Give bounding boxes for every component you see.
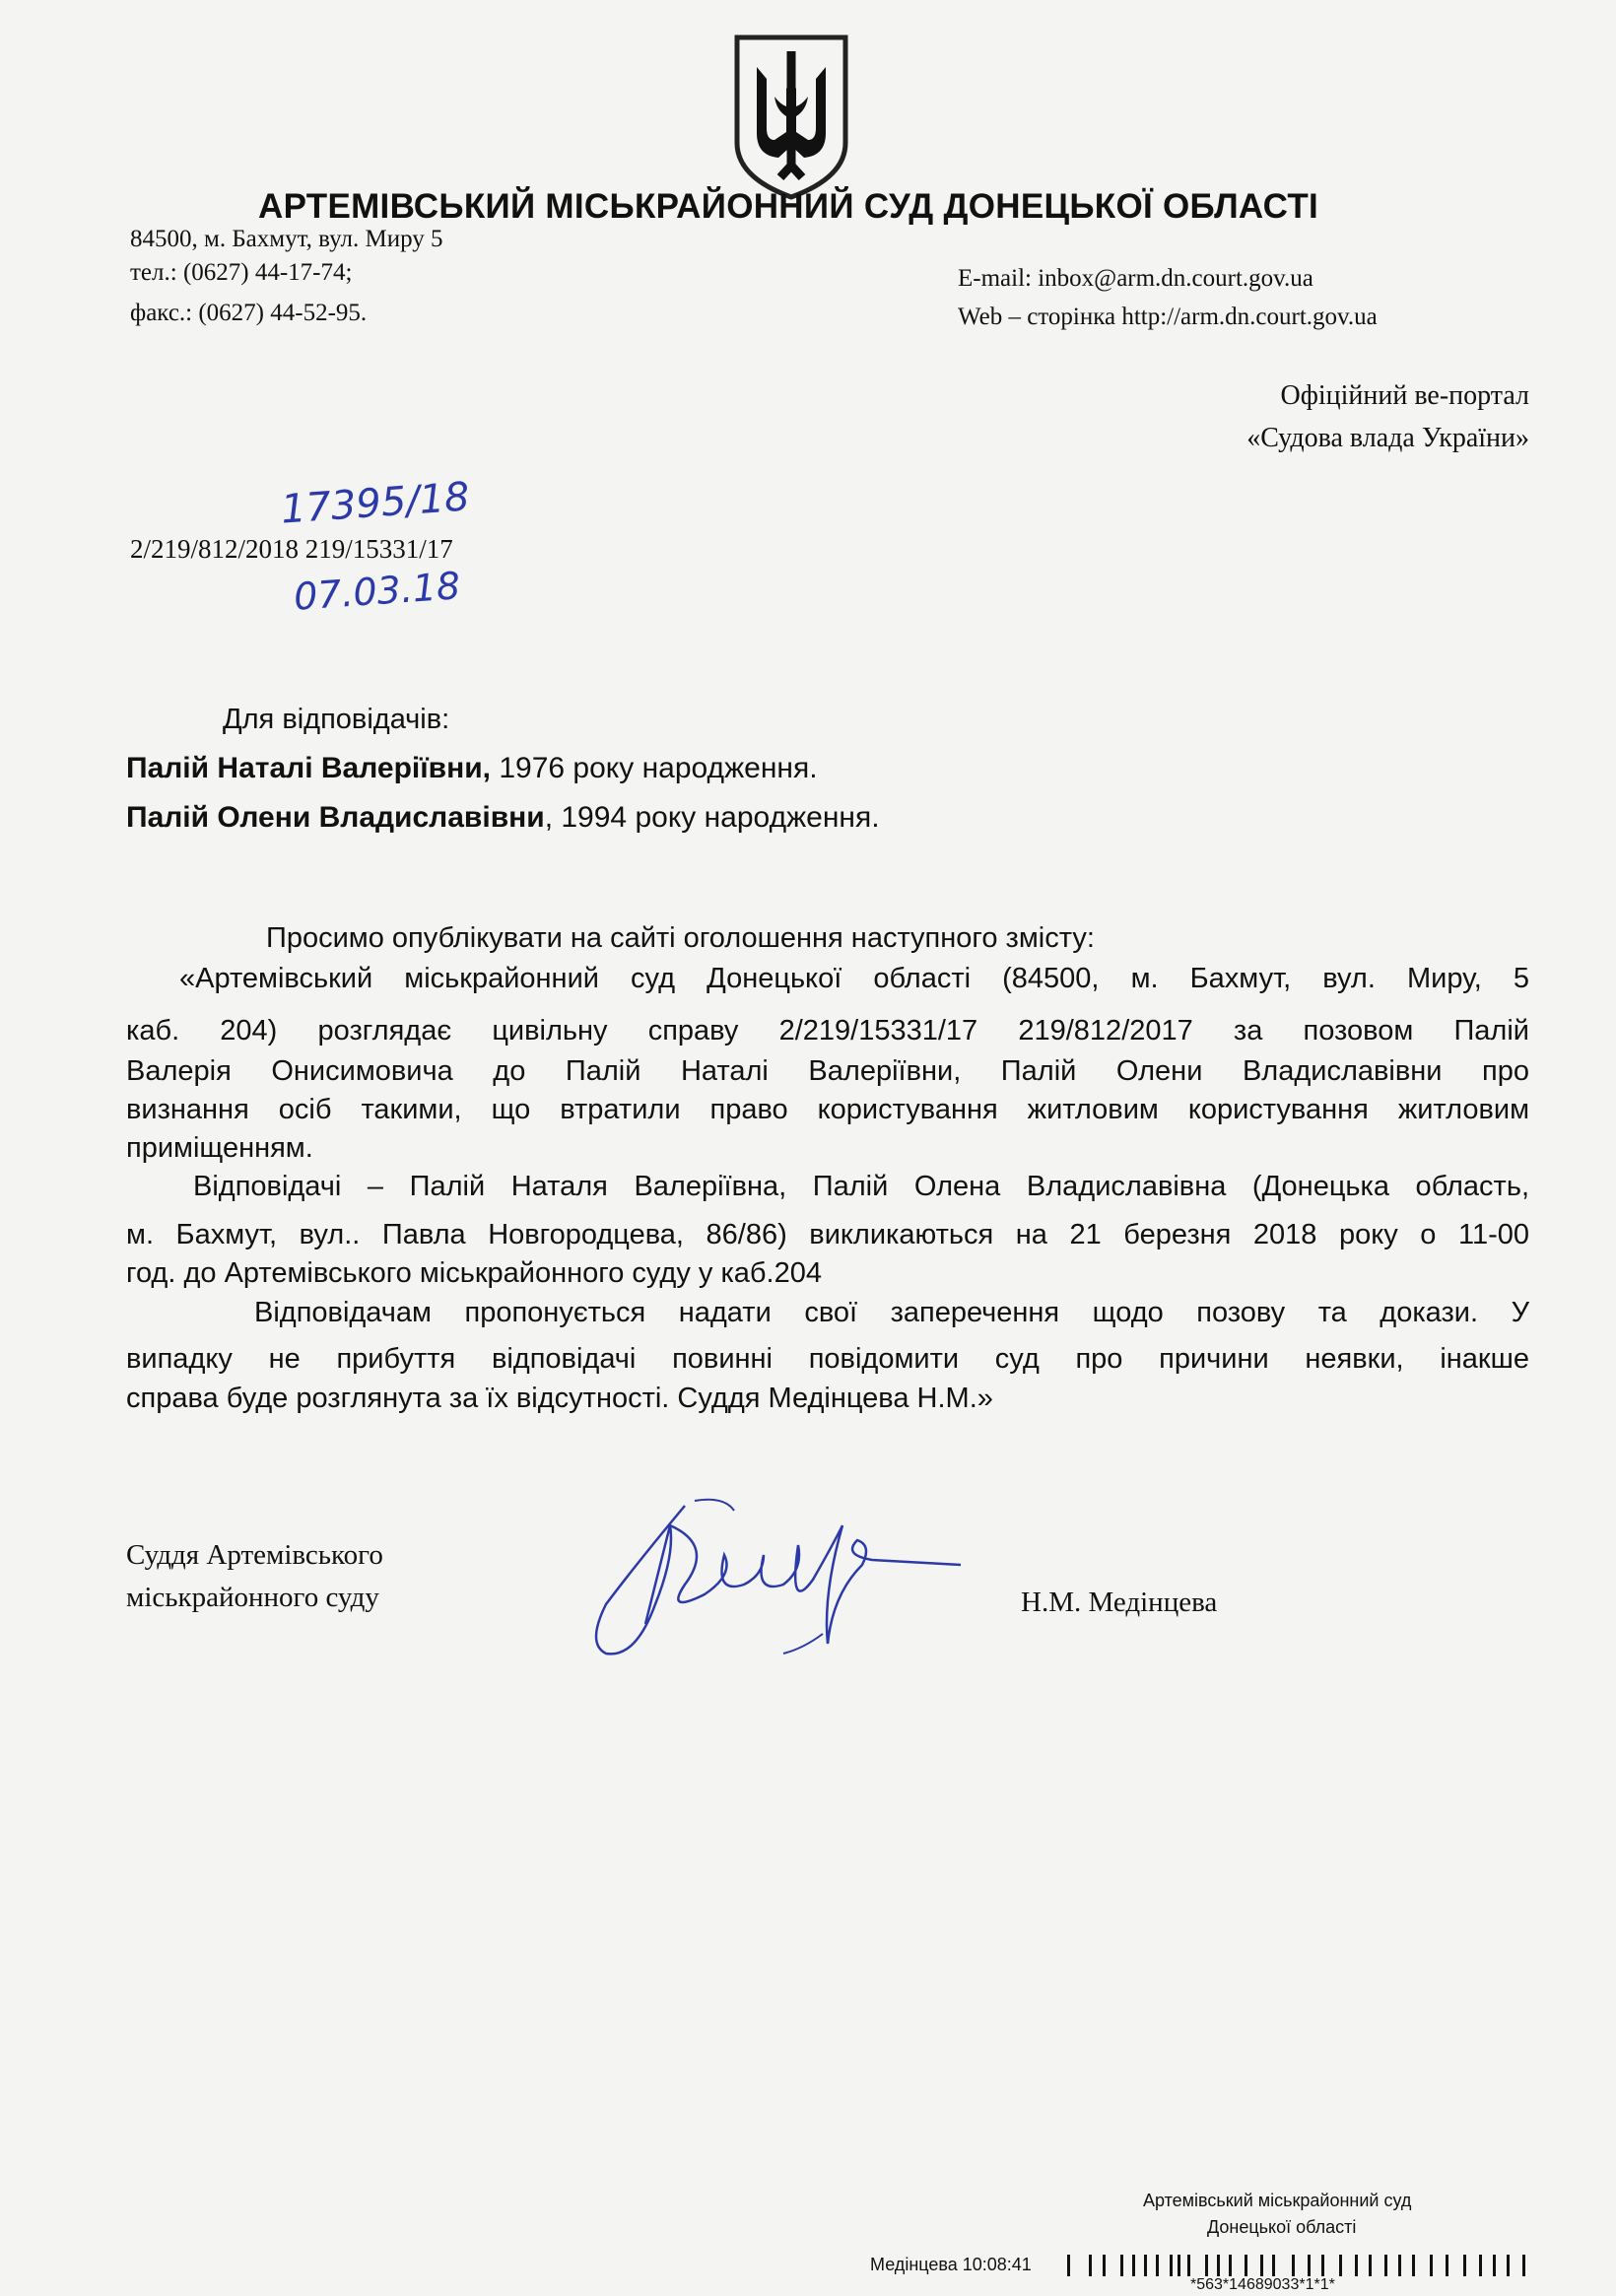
notice-line: Відповідачам пропонується надати свої заперечення щодо позову та докази. У (254, 1297, 1529, 1328)
publication-request: Просимо опублікувати на сайті оголошення наступного змісту: (266, 922, 1095, 954)
addressee-1-name: Палій Наталі Валеріївни, (126, 752, 492, 784)
notice-line: Відповідачі – Палій Наталя Валеріївна, Палій Олена Владиславівна (Донецька область, (193, 1171, 1529, 1202)
stamp-time-label: Медінцева 10:08:41 (870, 2255, 1032, 2274)
signature-title-line-2: міськрайонного суду (126, 1582, 379, 1613)
court-email: E-mail: inbox@arm.dn.court.gov.ua (958, 265, 1313, 292)
addressee-2-birth: , 1994 року народження. (544, 801, 880, 834)
handwritten-date: 07.03.18 (292, 564, 462, 619)
notice-line: визнання осіб такими, що втратили право користування житловим користування житловим (126, 1094, 1529, 1125)
stamp-court-name: Артемівський міськрайонний суд (1143, 2191, 1412, 2210)
recipient-line-1: Офіційний ве-портал (1280, 380, 1529, 411)
notice-line: «Артемівський міськрайонний суд Донецької області (84500, м. Бахмут, вул. Миру, 5 (179, 963, 1529, 994)
notice-line: випадку не прибуття відповідачі повинні повідомити суд про причини неявки, інакше (126, 1343, 1529, 1375)
court-phone: тел.: (0627) 44-17-74; (130, 259, 353, 286)
addressee-1-birth: 1976 року народження. (499, 752, 818, 784)
addressee-2-name: Палій Олени Владиславівни (126, 801, 545, 834)
notice-line: Валерія Онисимовича до Палій Наталі Валеріївни, Палій Олени Владиславівни про (126, 1055, 1529, 1087)
notice-line: приміщенням. (126, 1132, 313, 1164)
addressee-1 (126, 752, 818, 785)
court-address: 84500, м. Бахмут, вул. Миру 5 (130, 226, 443, 252)
coat-of-arms-icon (717, 30, 865, 202)
handwritten-signature (576, 1486, 971, 1683)
court-website: Web – сторінка http://arm.dn.court.gov.ua (958, 304, 1378, 330)
case-numbers: 2/219/812/2018 219/15331/17 (130, 534, 453, 564)
notice-line: год. до Артемівського міськрайонного суду у каб.204 (126, 1257, 822, 1289)
signatory-name: Н.М. Медінцева (1021, 1587, 1218, 1618)
addressees-intro: Для відповідачів: (223, 704, 450, 735)
addressee-2 (126, 801, 880, 835)
court-fax: факс.: (0627) 44-52-95. (130, 300, 368, 326)
notice-line: справа буде розглянута за їх відсутності. Суддя Медінцева Н.М.» (126, 1383, 993, 1414)
notice-line: м. Бахмут, вул.. Павла Новгородцева, 86/86) викликаються на 21 березня 2018 року о 11-00 (126, 1219, 1529, 1250)
notice-line: каб. 204) розглядає цивільну справу 2/219/15331/17 219/812/2017 за позовом Палій (126, 1015, 1529, 1047)
stamp-court-region: Донецької області (1207, 2217, 1357, 2237)
court-name-heading: АРТЕМІВСЬКИЙ МІСЬКРАЙОННИЙ СУД ДОНЕЦЬКОЇ ОБЛАСТІ (258, 187, 1319, 226)
signature-title-line-1: Суддя Артемівського (126, 1539, 383, 1571)
recipient-line-2: «Судова влада України» (1246, 423, 1529, 453)
barcode-text: *563*14689033*1*1* (1190, 2276, 1335, 2293)
handwritten-registration-number: 17395/18 (279, 474, 471, 533)
